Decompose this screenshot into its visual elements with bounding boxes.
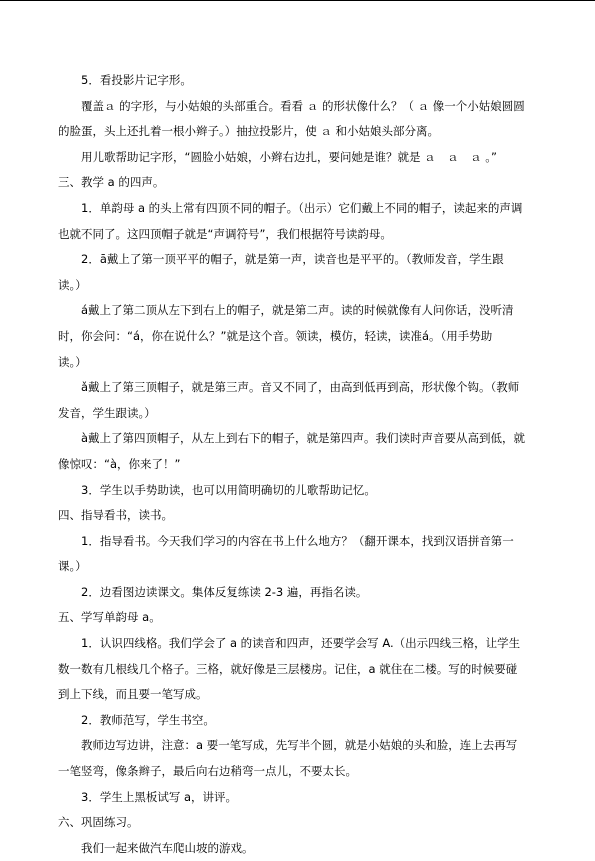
- line-1: 5．看投影片记字形。: [81, 73, 192, 87]
- line-31: 我们一起来做汽车爬山坡的游戏。: [81, 840, 254, 855]
- line-10: á戴上了第二顶从左下到右上的帽子，就是第二声。读的时候就像有人问你话，没听清: [81, 303, 514, 318]
- header-rule: [0, 0, 595, 1]
- line-21: 2．边看图边读课文。集体反复练读 2-3 遍，再指名读。: [81, 584, 368, 599]
- line-24: 数一数有几根线几个格子。三格，就好像是三层楼房。记住，a 就住在二楼。写的时候要碰: [58, 661, 518, 676]
- line-29: 3．学生上黑板试写 a，讲评。: [81, 789, 238, 804]
- document-body: [58, 68, 546, 861]
- section-heading-5: 五、学写单韵母 a。: [58, 610, 161, 625]
- section-heading-4: 四、指导看书，读书。: [58, 508, 173, 523]
- line-12: 读。）: [58, 354, 87, 369]
- line-20: 课。）: [58, 559, 87, 574]
- line-6: 1．单韵母 a 的头上常有四顶不同的帽子。（出示）它们戴上不同的帽子，读起来的声调: [81, 200, 523, 215]
- line-28: 一笔竖弯，像条辫子，最后向右边稍弯一点儿，不要太长。: [58, 764, 357, 779]
- line-23: 1．认识四线格。我们学会了 a 的读音和四声，还要学会写 A.（出示四线三格，让学生: [81, 636, 521, 651]
- line-7: 也就不同了。这四顶帽子就是“声调符号”，我们根据符号读韵母。: [58, 226, 392, 241]
- line-9: 读。）: [58, 277, 87, 292]
- line-26: 2．教师范写，学生书空。: [81, 712, 215, 727]
- line-15: à戴上了第四顶帽子，从左上到右下的帽子，就是第四声。我们读时声音要从高到低，就: [81, 431, 526, 446]
- line-4: 用儿歌帮助记字形，“圆脸小姑娘，小辫右边扎，要问她是谁？就是 ａ ａ ａ 。”: [81, 149, 497, 164]
- line-16: 像惊叹：“à，你来了！”: [58, 456, 181, 471]
- line-17: 3．学生以手势助读，也可以用简明确切的儿歌帮助记忆。: [81, 482, 376, 497]
- line-27: 教师边写边讲，注意：a 要一笔写成，先写半个圆，就是小姑娘的头和脸，连上去再写: [81, 738, 518, 753]
- line-11: 时，你会问：“á，你在说什么？”就是这个音。领读，模仿，轻读，读准á。（用手势助: [58, 328, 493, 343]
- line-13: ǎ戴上了第三顶帽子，就是第三声。音又不同了，由高到低再到高，形状像个钩。（教师: [81, 380, 520, 395]
- section-heading-6: 六、巩固练习。: [58, 815, 139, 830]
- line-2: 覆盖ａ 的字形，与小姑娘的头部重合。看看 ａ 的形状像什么？（ ａ 像一个小姑娘圆圆: [81, 98, 525, 113]
- line-19: 1．指导看书。今天我们学习的内容在书上什么地方？（翻开课本，找到汉语拼音第一: [81, 533, 514, 548]
- line-14: 发音，学生跟读。）: [58, 405, 156, 420]
- line-25: 到上下线，而且要一笔写成。: [58, 687, 208, 702]
- section-heading-3: 三、教学 a 的四声。: [58, 175, 165, 190]
- line-8: 2．ā戴上了第一顶平平的帽子，就是第一声，读音也是平平的。（教师发音，学生跟: [81, 252, 504, 267]
- line-3: 的脸蛋，头上还扎着一根小辫子。）抽拉投影片，使 ａ 和小姑娘头部分离。: [58, 124, 440, 139]
